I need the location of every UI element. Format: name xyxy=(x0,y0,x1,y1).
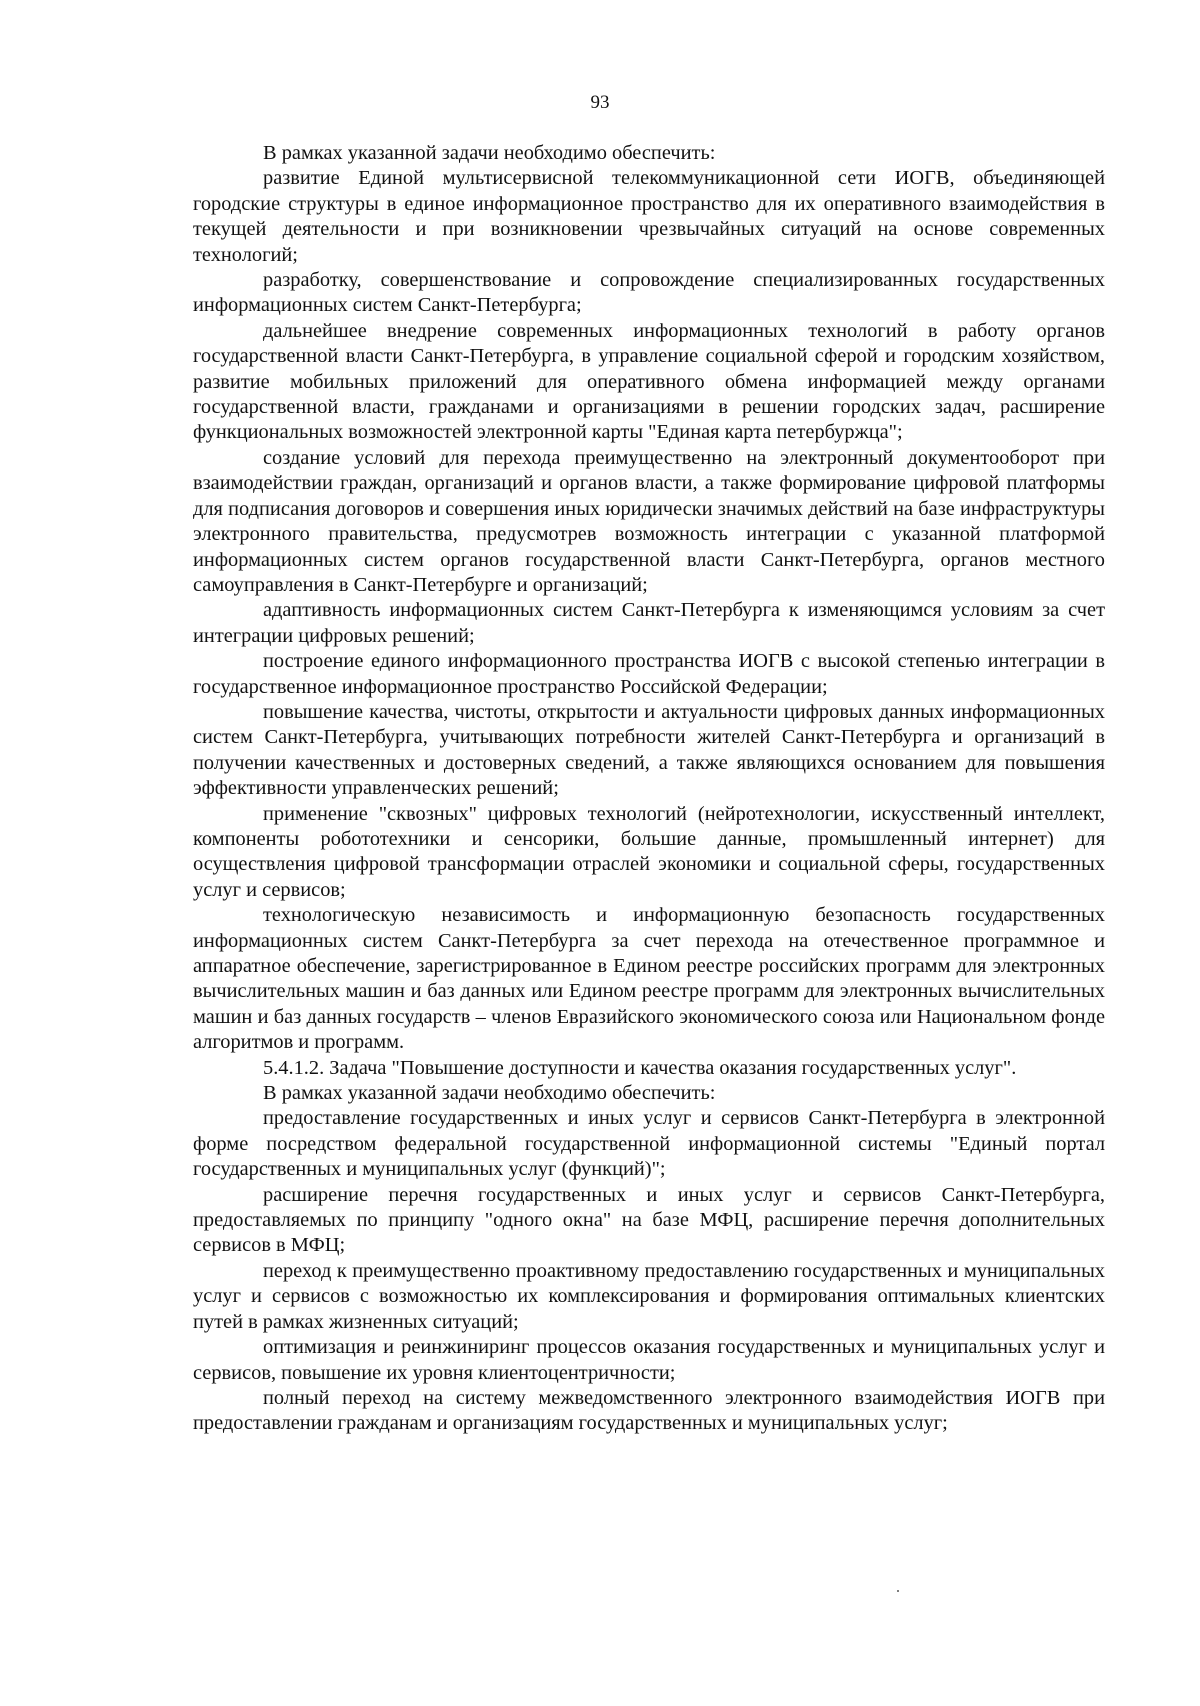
paragraph: повышение качества, чистоты, открытости и актуальности цифровых данных информационных систем Санкт-Петербурга, учитывающих потребности жителей Санкт-Петербурга и организаций в получении качественных и достоверных сведений, а также являющихся основанием для повышения эффективности управленческих решений; xyxy=(193,700,1105,800)
paragraph: дальнейшее внедрение современных информационных технологий в работу органов государственной власти Санкт-Петербурга, в управление социальной сферой и городским хозяйством, развитие мобильных приложений для оперативного обмена информацией между органами государственной власти, гражданами и организациями в решении городских задач, расширение функциональных возможностей электронной карты "Единая карта петербуржца"; xyxy=(193,319,1105,444)
section-heading-paragraph: 5.4.1.2. Задача "Повышение доступности и качества оказания государственных услуг". xyxy=(263,1056,1017,1079)
paragraph: предоставление государственных и иных услуг и сервисов Санкт-Петербурга в электронной форме посредством федеральной государственной информационной системы "Единый портал государственных и муниципальных услуг (функций)"; xyxy=(193,1107,1105,1181)
paragraph: разработку, совершенствование и сопровождение специализированных государственных информационных систем Санкт-Петербурга; xyxy=(193,269,1105,317)
paragraph: построение единого информационного пространства ИОГВ с высокой степенью интеграции в государственное информационное пространство Российской Федерации; xyxy=(193,650,1105,698)
page-number: 93 xyxy=(590,92,610,113)
paragraph: переход к преимущественно проактивному предоставлению государственных и муниципальных услуг и сервисов с возможностью их комплексирования и формирования оптимальных клиентских путей в рамках жизненных ситуаций; xyxy=(193,1259,1105,1333)
paragraph: развитие Единой мультисервисной телекоммуникационной сети ИОГВ, объединяющей городские структуры в единое информационное пространство для их оперативного взаимодействия в текущей деятельности и при возникновении чрезвычайных ситуаций на основе современных технологий; xyxy=(193,167,1105,266)
paragraph: расширение перечня государственных и иных услуг и сервисов Санкт-Петербурга, предоставляемых по принципу "одного окна" на базе МФЦ, расширение перечня дополнительных сервисов в МФЦ; xyxy=(193,1183,1105,1257)
paragraph: технологическую независимость и информационную безопасность государственных информационных систем Санкт-Петербурга за счет перехода на отечественное программное и аппаратное обеспечение, зарегистрированное в Едином реестре российских программ для электронных вычислительных машин и баз данных или Едином реестре программ для электронных вычислительных машин и баз данных государств – членов Евразийского экономического союза или Национальном фонде алгоритмов и программ. xyxy=(193,904,1105,1054)
paragraph: создание условий для перехода преимущественно на электронный документооборот при взаимодействии граждан, организаций и органов власти, а также формирование цифровой платформы для подписания договоров и совершения иных юридически значимых действий на базе инфраструктуры электронного правительства, предусмотрев возможность интеграции с указанной платформой информационных систем органов государственной власти Санкт-Петербурга, органов местного самоуправления в Санкт-Петербурге и организаций; xyxy=(193,446,1105,596)
document-body xyxy=(193,141,1105,1437)
scan-speck xyxy=(897,1590,899,1592)
paragraph: оптимизация и реинжиниринг процессов оказания государственных и муниципальных услуг и сервисов, повышение их уровня клиентоцентричности; xyxy=(193,1336,1105,1384)
paragraph: применение "сквозных" цифровых технологий (нейротехнологии, искусственный интеллект, компоненты робототехники и сенсорики, большие данные, промышленный интернет) для осуществления цифровой трансформации отраслей экономики и социальной сферы, государственных услуг и сервисов; xyxy=(193,802,1105,901)
paragraph: В рамках указанной задачи необходимо обеспечить: xyxy=(263,142,716,164)
paragraph: адаптивность информационных систем Санкт-Петербурга к изменяющимся условиям за счет интеграции цифровых решений; xyxy=(193,599,1105,647)
paragraph: полный переход на систему межведомственного электронного взаимодействия ИОГВ при предоставлении гражданам и организациям государственных и муниципальных услуг; xyxy=(193,1386,1105,1435)
paragraph: В рамках указанной задачи необходимо обеспечить: xyxy=(263,1082,716,1105)
